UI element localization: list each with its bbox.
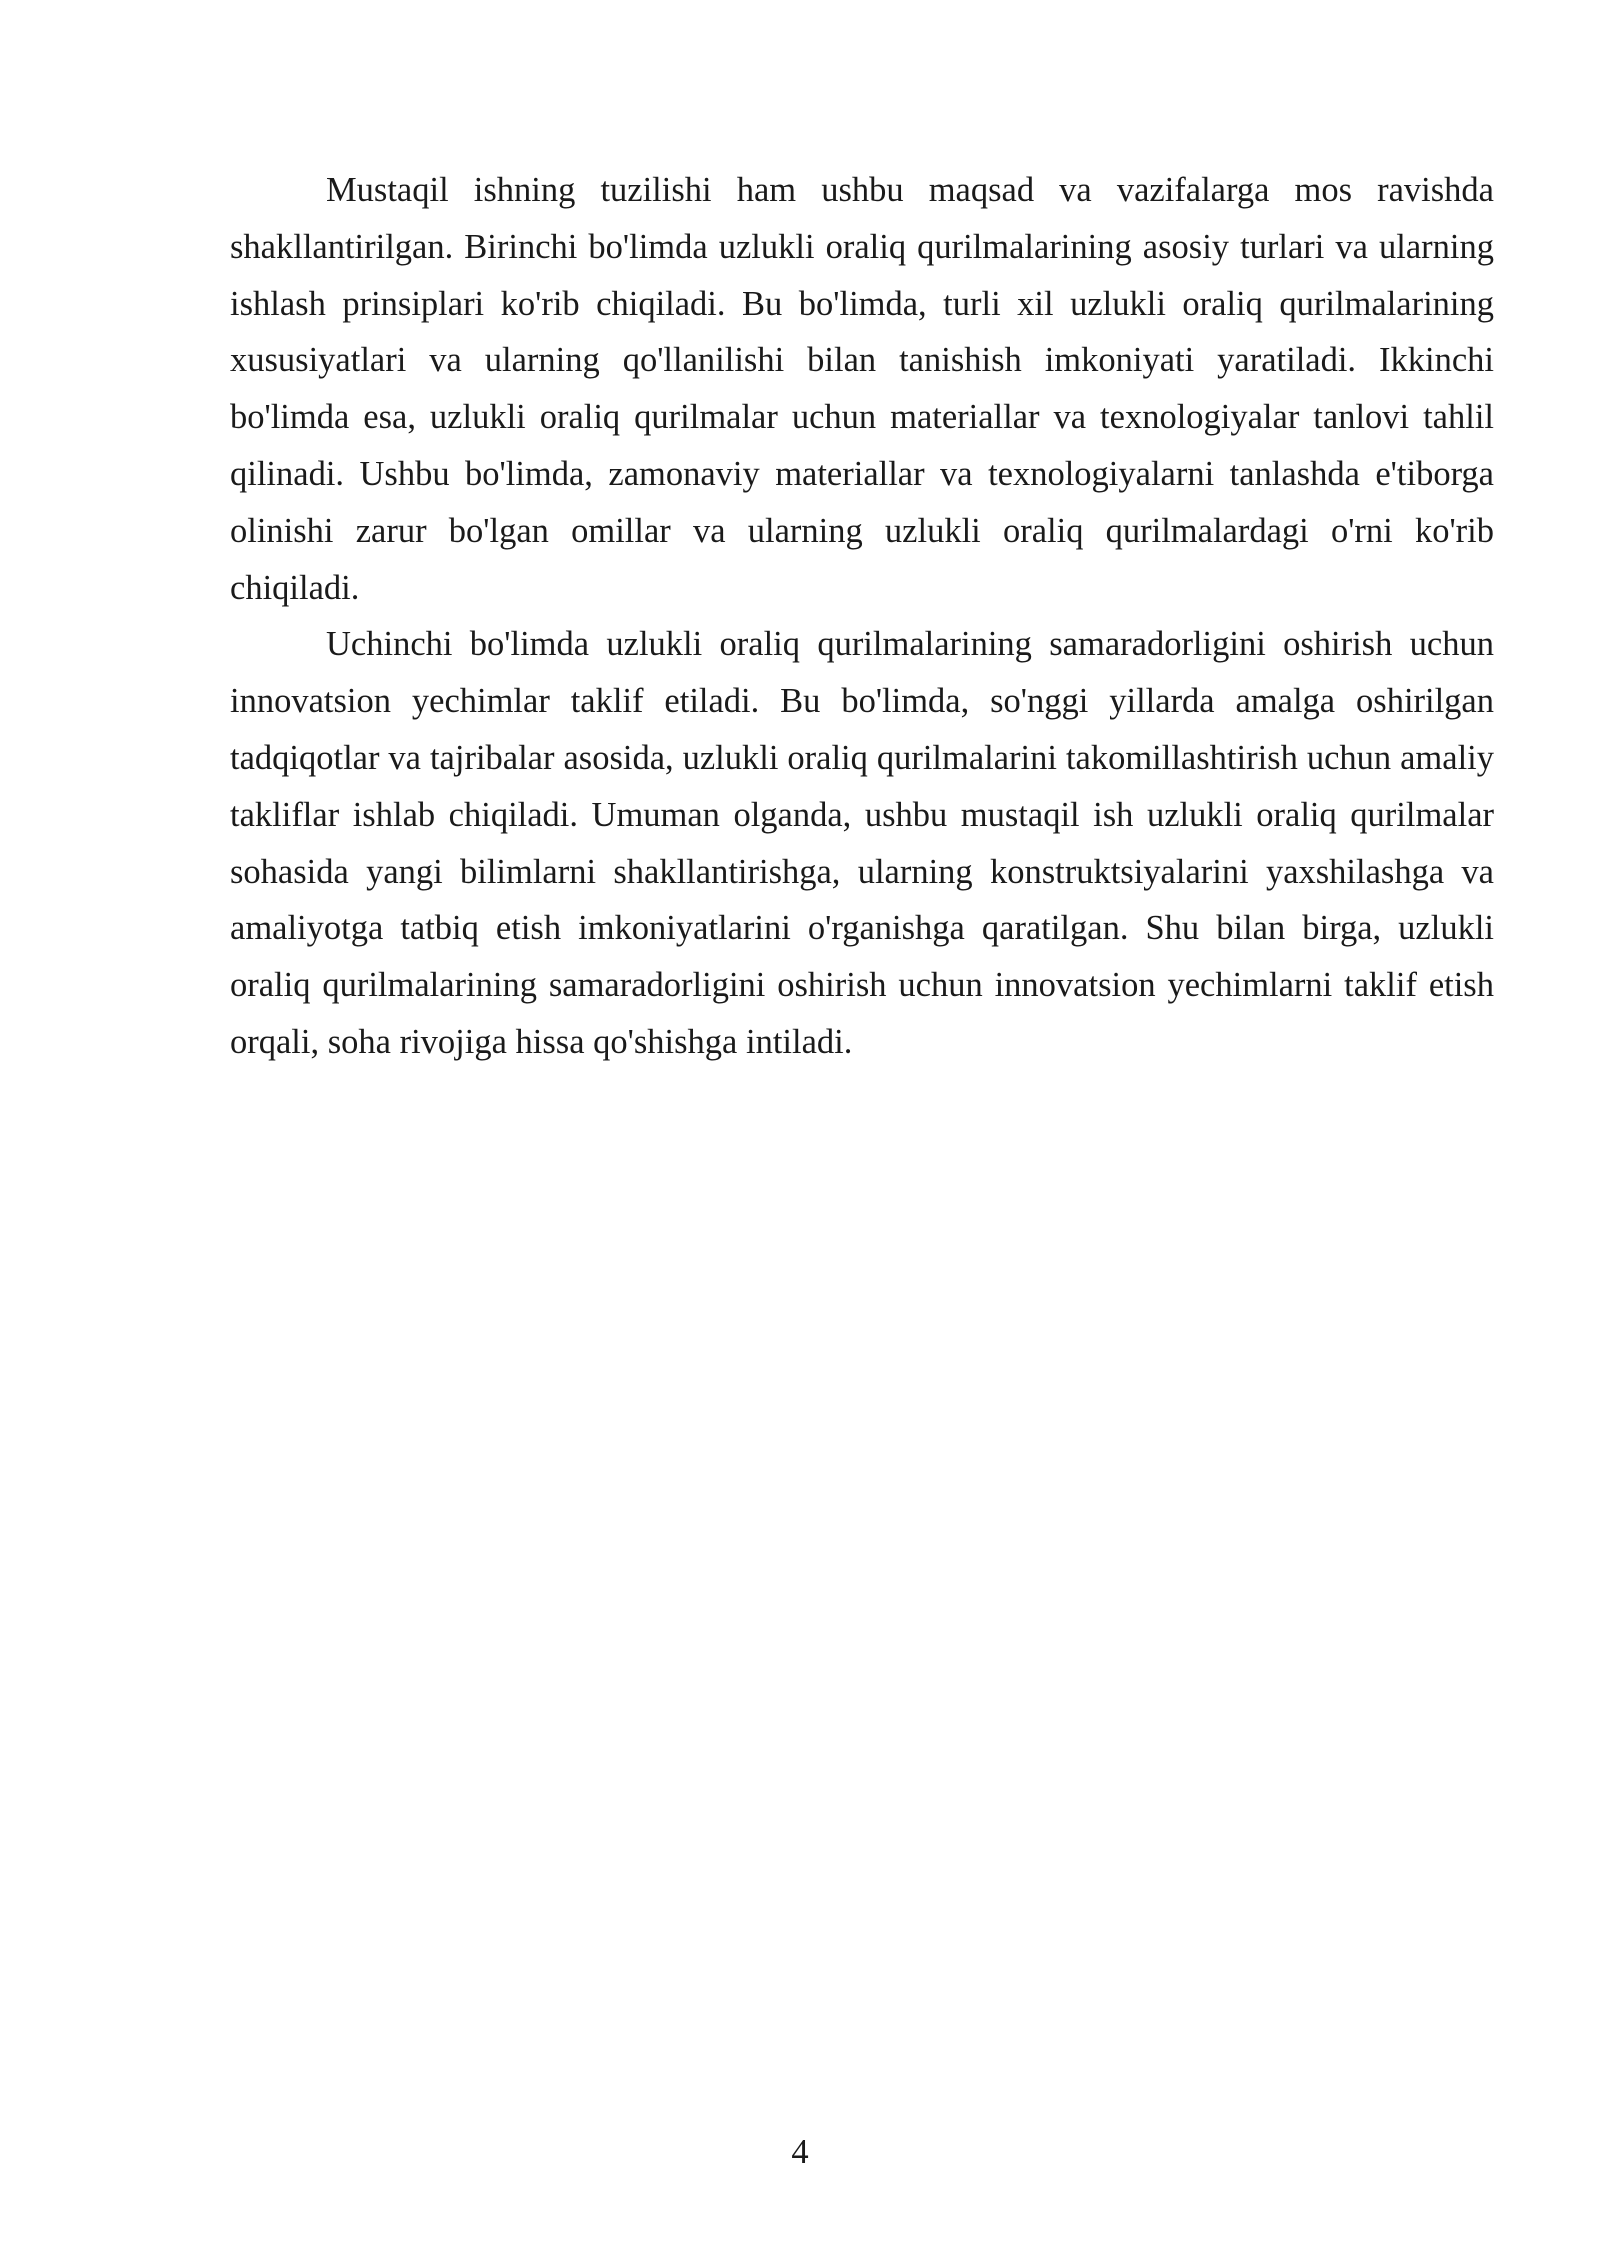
- page-body: [230, 162, 1494, 1071]
- page-number: 4: [791, 2133, 809, 2171]
- body-paragraph-2: Uchinchi bo'limda uzlukli oraliq qurilmalarining samaradorligini oshirish uchun innovatsion yechimlar taklif etiladi. Bu bo'limda, so'nggi yillarda amalga oshirilgan tadqiqotlar va tajribalar asosida, uzlukli oraliq qurilmalarini takomillashtirish uchun amaliy takliflar ishlab chiqiladi. Umuman olganda, ushbu mustaqil ish uzlukli oraliq qurilmalar sohasida yangi bilimlarni shakllantirishga, ularning konstruktsiyalarini yaxshilashga va amaliyotga tatbiq etish imkoniyatlarini o'rganishga qaratilgan. Shu bilan birga, uzlukli oraliq qurilmalarining samaradorligini oshirish uchun innovatsion yechimlarni taklif etish orqali, soha rivojiga hissa qo'shishga intiladi.: [230, 625, 1494, 1061]
- body-paragraph-1: Mustaqil ishning tuzilishi ham ushbu maqsad va vazifalarga mos ravishda shakllantirilgan. Birinchi bo'limda uzlukli oraliq qurilmalarining asosiy turlari va ularning ishlash prinsiplari ko'rib chiqiladi. Bu bo'limda, turli xil uzlukli oraliq qurilmalarining xususiyatlari va ularning qo'llanilishi bilan tanishish imkoniyati yaratiladi. Ikkinchi bo'limda esa, uzlukli oraliq qurilmalar uchun materiallar va texnologiyalar tanlovi tahlil qilinadi. Ushbu bo'limda, zamonaviy materiallar va texnologiyalarni tanlashda e'tiborga olinishi zarur bo'lgan omillar va ularning uzlukli oraliq qurilmalardagi o'rni ko'rib chiqiladi.: [230, 171, 1494, 607]
